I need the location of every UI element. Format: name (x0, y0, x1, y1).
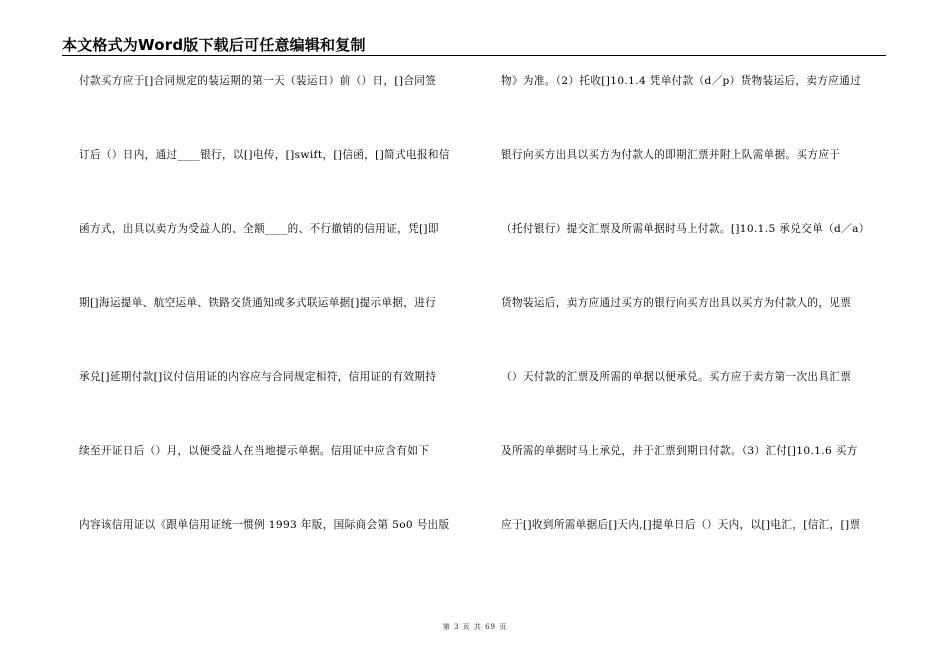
text-line: 期[]海运提单、航空运单、铁路交货通知或多式联运单据[]提示单据，进行 (79, 297, 437, 309)
text-line: 函方式，出具以卖方为受益人的、全额____的、不行撤销的信用证，凭[]即 (79, 223, 439, 235)
text-line: 应于[]收到所需单据后[]天内,[]提单日后（）天内，以[]电汇，[信汇，[]票 (501, 519, 861, 531)
text-line: 订后（）日内，通过____银行，以[]电传，[]swift，[]信函，[]简式电报和信 (79, 149, 450, 161)
text-line: （托付银行）提交汇票及所需单据时马上付款。[]10.1.5 承兑交单（d／a） (501, 223, 870, 235)
text-line: 承兑[]延期付款[]议付信用证的内容应与合同规定相符，信用证的有效期持 (79, 371, 437, 383)
text-line: 内容该信用证以《跟单信用证统一惯例 1993 年版，国际商会第 5o0 号出版 (79, 519, 450, 531)
text-line: 货物装运后，卖方应通过买方的银行向买方出具以买方为付款人的，见票 (501, 297, 852, 309)
text-line: 及所需的单据时马上承兑，并于汇票到期日付款。（3）汇付[]10.1.6 买方 (501, 445, 858, 457)
text-line: 付款买方应于[]合同规定的装运期的第一天（装运日）前（）日，[]合同签 (79, 75, 437, 87)
text-line: 物》为准。（2）托收[]10.1.4 凭单付款（d／p）货物装运后，卖方应通过 (501, 75, 862, 87)
document-header-title: 本文格式为Word版下载后可任意编辑和复制 (62, 36, 366, 54)
text-line: 银行向买方出具以买方为付款人的即期汇票并附上队需单据。买方应于 (501, 149, 841, 161)
header-divider (62, 55, 886, 56)
text-line: （）天付款的汇票及所需的单据以便承兑。买方应于卖方第一次出具汇票 (501, 371, 852, 383)
page-number-footer: 第 3 页 共 69 页 (442, 623, 508, 631)
text-line: 续至开证日后（）月，以便受益人在当地提示单据。信用证中应含有如下 (79, 445, 430, 457)
